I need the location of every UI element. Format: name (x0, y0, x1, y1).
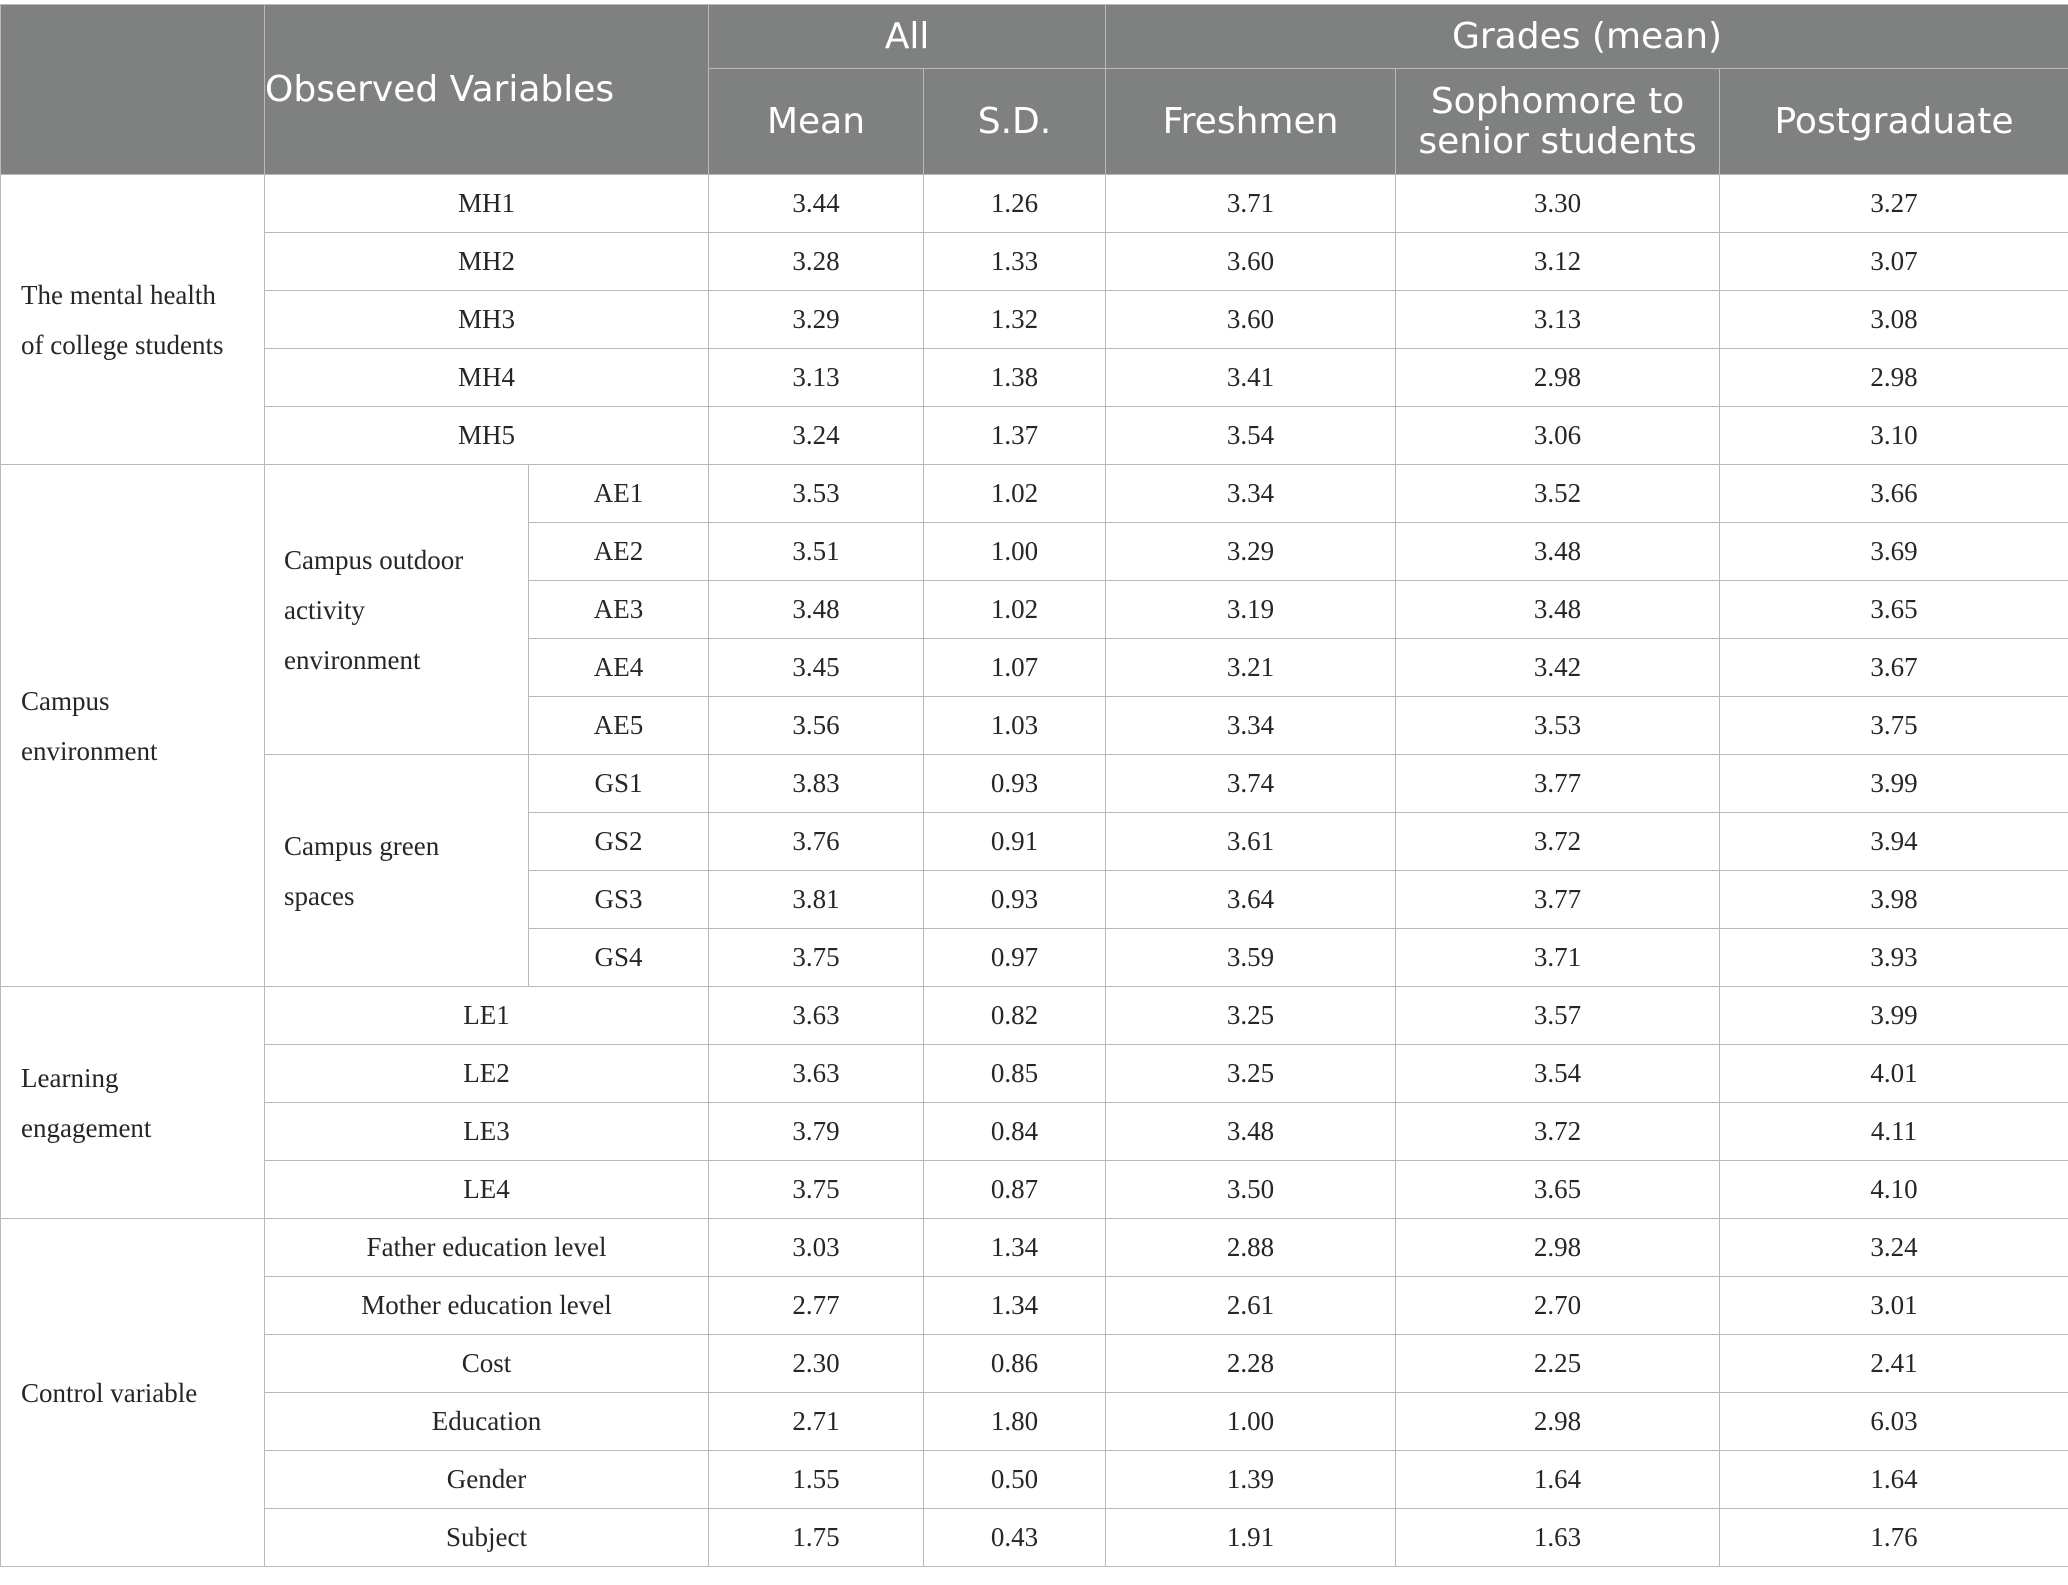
sd-cell: 1.07 (924, 639, 1106, 697)
postgraduate-cell: 3.07 (1720, 233, 2068, 291)
sophomore-cell: 3.65 (1396, 1161, 1720, 1219)
subgroup-green-spaces (265, 755, 529, 987)
table-row (1, 1335, 2068, 1393)
sophomore-cell: 3.77 (1396, 871, 1720, 929)
variable-cell: GS2 (529, 813, 709, 871)
mean-cell: 3.28 (709, 233, 924, 291)
table-row (1, 1277, 2068, 1335)
group-control-variable (1, 1219, 265, 1567)
variable-cell: Father education level (265, 1219, 709, 1277)
sd-cell: 0.93 (924, 871, 1106, 929)
sd-cell: 1.32 (924, 291, 1106, 349)
postgraduate-cell: 3.99 (1720, 755, 2068, 813)
freshmen-cell: 3.71 (1106, 175, 1396, 233)
postgraduate-cell: 2.98 (1720, 349, 2068, 407)
variable-cell: MH2 (265, 233, 709, 291)
variable-cell: Mother education level (265, 1277, 709, 1335)
freshmen-cell: 3.29 (1106, 523, 1396, 581)
sophomore-cell: 3.52 (1396, 465, 1720, 523)
sophomore-cell: 3.48 (1396, 581, 1720, 639)
variable-cell: MH1 (265, 175, 709, 233)
group-mental-health (1, 175, 265, 465)
freshmen-cell: 3.61 (1106, 813, 1396, 871)
freshmen-cell: 3.25 (1106, 1045, 1396, 1103)
table-row (1, 175, 2068, 233)
sd-cell: 0.85 (924, 1045, 1106, 1103)
variable-cell: Cost (265, 1335, 709, 1393)
mean-cell: 3.53 (709, 465, 924, 523)
freshmen-cell: 3.50 (1106, 1161, 1396, 1219)
group-campus-environment (1, 465, 265, 987)
sophomore-cell: 3.77 (1396, 755, 1720, 813)
freshmen-cell: 1.91 (1106, 1509, 1396, 1567)
table-row (1, 233, 2068, 291)
table-row (1, 407, 2068, 465)
postgraduate-cell: 1.64 (1720, 1451, 2068, 1509)
freshmen-cell: 3.21 (1106, 639, 1396, 697)
mean-cell: 3.13 (709, 349, 924, 407)
header-blank-cell (1, 5, 265, 175)
subgroup-label-line: environment (284, 644, 421, 675)
sd-cell: 1.02 (924, 465, 1106, 523)
mean-cell: 3.51 (709, 523, 924, 581)
header-postgraduate: Postgraduate (1720, 69, 2068, 175)
sd-cell: 0.43 (924, 1509, 1106, 1567)
mean-cell: 3.63 (709, 987, 924, 1045)
variable-cell: LE3 (265, 1103, 709, 1161)
table-row (1, 1103, 2068, 1161)
sophomore-cell: 3.54 (1396, 1045, 1720, 1103)
mean-cell: 1.75 (709, 1509, 924, 1567)
header-all: All (709, 5, 1106, 69)
variable-cell: AE4 (529, 639, 709, 697)
variable-cell: LE1 (265, 987, 709, 1045)
variable-cell: GS3 (529, 871, 709, 929)
table-row (1, 987, 2068, 1045)
subgroup-label-line: Campus green (284, 830, 440, 861)
sd-cell: 1.33 (924, 233, 1106, 291)
postgraduate-cell: 3.69 (1720, 523, 2068, 581)
mean-cell: 3.76 (709, 813, 924, 871)
table-row (1, 755, 2068, 813)
sd-cell: 1.26 (924, 175, 1106, 233)
postgraduate-cell: 4.11 (1720, 1103, 2068, 1161)
freshmen-cell: 3.34 (1106, 697, 1396, 755)
sophomore-cell: 3.72 (1396, 813, 1720, 871)
subgroup-label-line: activity (284, 594, 365, 625)
table-row (1, 349, 2068, 407)
sophomore-cell: 3.57 (1396, 987, 1720, 1045)
mean-cell: 2.71 (709, 1393, 924, 1451)
variable-cell: AE2 (529, 523, 709, 581)
variable-cell: LE2 (265, 1045, 709, 1103)
sd-cell: 1.00 (924, 523, 1106, 581)
table-row (1, 1161, 2068, 1219)
freshmen-cell: 2.88 (1106, 1219, 1396, 1277)
sophomore-cell: 3.06 (1396, 407, 1720, 465)
postgraduate-cell: 3.94 (1720, 813, 2068, 871)
group-label-line: environment (21, 735, 158, 766)
table-row (1, 291, 2068, 349)
sd-cell: 0.87 (924, 1161, 1106, 1219)
variable-cell: Education (265, 1393, 709, 1451)
freshmen-cell: 3.60 (1106, 291, 1396, 349)
table-row (1, 1509, 2068, 1567)
group-label-line: engagement (21, 1112, 152, 1143)
statistics-table (0, 4, 2068, 1567)
sd-cell: 0.86 (924, 1335, 1106, 1393)
table-row (1, 1045, 2068, 1103)
postgraduate-cell: 3.01 (1720, 1277, 2068, 1335)
group-learning-engagement (1, 987, 265, 1219)
sd-cell: 1.03 (924, 697, 1106, 755)
postgraduate-cell: 2.41 (1720, 1335, 2068, 1393)
sophomore-cell: 1.64 (1396, 1451, 1720, 1509)
mean-cell: 3.75 (709, 1161, 924, 1219)
variable-cell: AE1 (529, 465, 709, 523)
mean-cell: 1.55 (709, 1451, 924, 1509)
subgroup-label-line: Campus outdoor (284, 544, 464, 575)
sd-cell: 0.93 (924, 755, 1106, 813)
freshmen-cell: 3.19 (1106, 581, 1396, 639)
header-sophomore (1396, 69, 1720, 175)
header-sophomore-line2: senior students (1418, 120, 1697, 162)
sophomore-cell: 3.42 (1396, 639, 1720, 697)
sd-cell: 0.84 (924, 1103, 1106, 1161)
postgraduate-cell: 3.98 (1720, 871, 2068, 929)
postgraduate-cell: 3.24 (1720, 1219, 2068, 1277)
table-header (1, 5, 2068, 175)
freshmen-cell: 3.64 (1106, 871, 1396, 929)
table-row (1, 465, 2068, 523)
sd-cell: 1.38 (924, 349, 1106, 407)
mean-cell: 3.75 (709, 929, 924, 987)
subgroup-outdoor-activity (265, 465, 529, 755)
postgraduate-cell: 3.66 (1720, 465, 2068, 523)
freshmen-cell: 3.54 (1106, 407, 1396, 465)
sd-cell: 1.80 (924, 1393, 1106, 1451)
group-label-line: Learning (21, 1062, 119, 1093)
sophomore-cell: 3.71 (1396, 929, 1720, 987)
variable-cell: MH5 (265, 407, 709, 465)
postgraduate-cell: 3.08 (1720, 291, 2068, 349)
mean-cell: 3.03 (709, 1219, 924, 1277)
sophomore-cell: 3.30 (1396, 175, 1720, 233)
postgraduate-cell: 4.10 (1720, 1161, 2068, 1219)
sophomore-cell: 3.53 (1396, 697, 1720, 755)
header-sd: S.D. (924, 69, 1106, 175)
sophomore-cell: 2.70 (1396, 1277, 1720, 1335)
header-freshmen: Freshmen (1106, 69, 1396, 175)
postgraduate-cell: 3.93 (1720, 929, 2068, 987)
sophomore-cell: 2.98 (1396, 349, 1720, 407)
variable-cell: GS1 (529, 755, 709, 813)
mean-cell: 3.56 (709, 697, 924, 755)
variable-cell: AE3 (529, 581, 709, 639)
postgraduate-cell: 3.27 (1720, 175, 2068, 233)
freshmen-cell: 3.60 (1106, 233, 1396, 291)
freshmen-cell: 3.74 (1106, 755, 1396, 813)
sd-cell: 1.34 (924, 1219, 1106, 1277)
sophomore-cell: 2.25 (1396, 1335, 1720, 1393)
group-label-line: Campus (21, 685, 110, 716)
sophomore-cell: 2.98 (1396, 1219, 1720, 1277)
variable-cell: Subject (265, 1509, 709, 1567)
table-row (1, 1219, 2068, 1277)
mean-cell: 3.29 (709, 291, 924, 349)
variable-cell: MH3 (265, 291, 709, 349)
subgroup-label-line: spaces (284, 880, 355, 911)
sophomore-cell: 1.63 (1396, 1509, 1720, 1567)
mean-cell: 3.48 (709, 581, 924, 639)
mean-cell: 3.44 (709, 175, 924, 233)
variable-cell: AE5 (529, 697, 709, 755)
mean-cell: 3.45 (709, 639, 924, 697)
mean-cell: 2.30 (709, 1335, 924, 1393)
mean-cell: 3.63 (709, 1045, 924, 1103)
group-label-line: The mental health (21, 279, 216, 310)
freshmen-cell: 3.41 (1106, 349, 1396, 407)
freshmen-cell: 3.34 (1106, 465, 1396, 523)
sophomore-cell: 3.48 (1396, 523, 1720, 581)
postgraduate-cell: 3.75 (1720, 697, 2068, 755)
header-sophomore-line1: Sophomore to (1430, 80, 1685, 122)
mean-cell: 2.77 (709, 1277, 924, 1335)
table-row (1, 1451, 2068, 1509)
sd-cell: 0.97 (924, 929, 1106, 987)
mean-cell: 3.79 (709, 1103, 924, 1161)
variable-cell: MH4 (265, 349, 709, 407)
header-observed-variables: Observed Variables (265, 5, 709, 175)
sd-cell: 0.82 (924, 987, 1106, 1045)
freshmen-cell: 3.25 (1106, 987, 1396, 1045)
mean-cell: 3.81 (709, 871, 924, 929)
sophomore-cell: 2.98 (1396, 1393, 1720, 1451)
freshmen-cell: 2.28 (1106, 1335, 1396, 1393)
postgraduate-cell: 3.65 (1720, 581, 2068, 639)
variable-cell: GS4 (529, 929, 709, 987)
sophomore-cell: 3.12 (1396, 233, 1720, 291)
sd-cell: 1.34 (924, 1277, 1106, 1335)
mean-cell: 3.24 (709, 407, 924, 465)
postgraduate-cell: 3.67 (1720, 639, 2068, 697)
postgraduate-cell: 3.99 (1720, 987, 2068, 1045)
freshmen-cell: 3.48 (1106, 1103, 1396, 1161)
postgraduate-cell: 1.76 (1720, 1509, 2068, 1567)
postgraduate-cell: 4.01 (1720, 1045, 2068, 1103)
postgraduate-cell: 3.10 (1720, 407, 2068, 465)
sophomore-cell: 3.13 (1396, 291, 1720, 349)
variable-cell: Gender (265, 1451, 709, 1509)
freshmen-cell: 1.00 (1106, 1393, 1396, 1451)
mean-cell: 3.83 (709, 755, 924, 813)
table-body (1, 175, 2068, 1567)
postgraduate-cell: 6.03 (1720, 1393, 2068, 1451)
sd-cell: 1.37 (924, 407, 1106, 465)
sd-cell: 1.02 (924, 581, 1106, 639)
sophomore-cell: 3.72 (1396, 1103, 1720, 1161)
header-mean: Mean (709, 69, 924, 175)
table-row (1, 1393, 2068, 1451)
freshmen-cell: 1.39 (1106, 1451, 1396, 1509)
sd-cell: 0.50 (924, 1451, 1106, 1509)
header-grades: Grades (mean) (1106, 5, 2068, 69)
sd-cell: 0.91 (924, 813, 1106, 871)
variable-cell: LE4 (265, 1161, 709, 1219)
group-label-line: Control variable (21, 1377, 198, 1408)
freshmen-cell: 3.59 (1106, 929, 1396, 987)
freshmen-cell: 2.61 (1106, 1277, 1396, 1335)
group-label-line: of college students (21, 329, 224, 360)
